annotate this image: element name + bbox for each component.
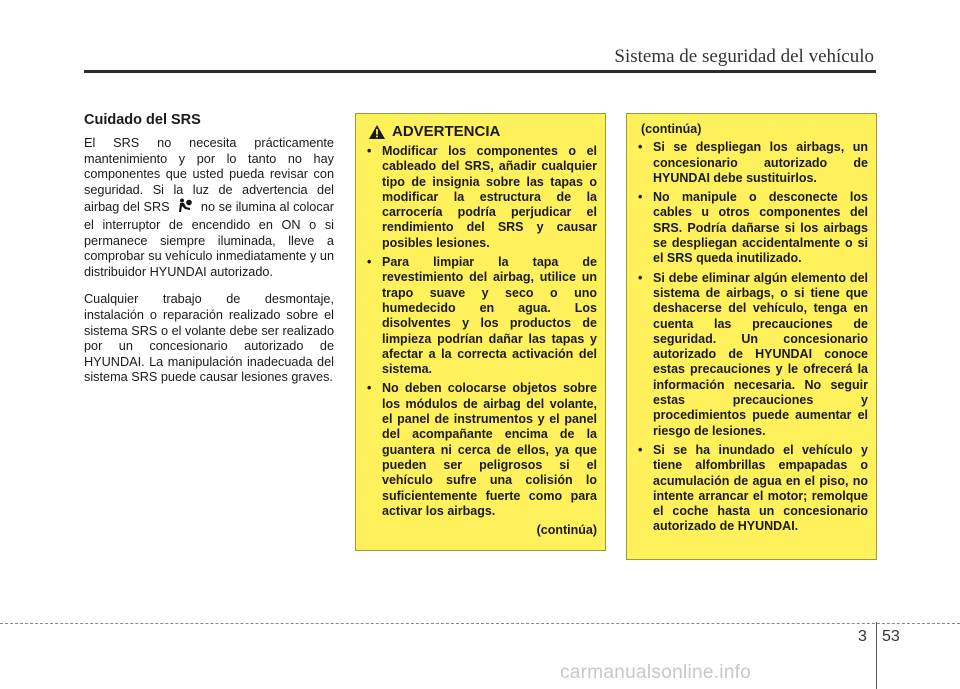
paragraph-text-a: El SRS no necesita prácticamente mantenimiento y por lo tanto no hay componentes que usted pueda revisar con seguridad. Si la luz de advertencia del airbag del SRS [84,136,334,215]
list-item: • Si debe eliminar algún elemento del sistema de airbags, o si tiene que deshacerse del vehículo, tenga en cuenta las precauciones de seguridad. Un concesionario autorizado de HYUNDAI conoce estas precauciones y le ofrecerá la información necesaria. No seguir estas precauciones y procedimientos puede aumentar el riesgo de lesiones. [637,271,868,439]
warning-list [366,144,597,519]
warning-title [368,124,597,140]
continued-label: (continúa) [641,122,702,136]
list-item: • Si se ha inundado el vehículo y tiene alfombrillas empapadas o acumulación de agua en el piso, no intente arrancar el motor; remolque el coche hasta un concesionario autorizado de HYUNDAI. [637,443,868,535]
srs-care-paragraph [84,136,334,280]
list-item: • No manipule o desconecte los cables u otros componentes del SRS. Podría dañarse si los airbags se despliegan accidentalmente o si el SRS queda inutilizado. [637,190,868,266]
page-number-separator [876,622,877,689]
warning-list-continued [637,140,868,534]
list-item: • Para limpiar la tapa de revestimiento del airbag, utilice un trapo suave y seco o uno humedecido en agua. Los disolventes y los productos de limpieza podrían dañar las tapas y afectar a la correcta activación del sistema. [366,255,597,377]
warning-triangle-icon [368,124,386,140]
airbag-warning-icon [177,198,193,218]
page-number: 53 [882,628,900,645]
list-item: • Modificar los componentes o el cableado del SRS, añadir cualquier tipo de insignia sobre las tapas o modificar la estructura de la carrocería podría perjudicar el rendimiento del SRS y causar posibles lesiones. [366,144,597,251]
continued-label: (continúa) [536,523,597,538]
list-item: • No deben colocarse objetos sobre los módulos de airbag del volante, el panel de instrumentos y el panel del acompañante encima de la guantera ni cerca de ellos, ya que pueden ser peligrosos si el vehículo sufre una colisión lo suficientemente fuerte como para activar los airbags. [366,381,597,519]
warning-title-text: ADVERTENCIA [392,123,501,141]
page-header-title: Sistema de seguridad del vehículo [614,46,874,67]
watermark: carmanualsonline.info [560,662,752,683]
list-item: • Si se despliegan los airbags, un concesionario autorizado de HYUNDAI debe sustituirlos. [637,140,868,186]
srs-repair-paragraph: Cualquier trabajo de desmontaje, instalación o reparación realizado sobre el sistema SRS o el volante debe ser realizado por un concesionario autorizado de HYUNDAI. La manipulación inadecuada del sistema SRS puede causar lesiones graves. [84,292,334,385]
section-heading: Cuidado del SRS [84,112,201,128]
header-rule [84,70,876,73]
warning-box [355,113,606,551]
left-column [84,112,334,398]
chapter-number: 3 [858,628,867,645]
warning-box-continued [626,113,877,560]
paragraph-text-b: no se ilumina al colocar el interruptor de encendido en ON o si permanece siempre iluminada, lleve a comprobar su vehículo inmediatamente y un distribuidor HYUNDAI autorizado. [84,200,334,279]
footer-rule [0,623,960,624]
